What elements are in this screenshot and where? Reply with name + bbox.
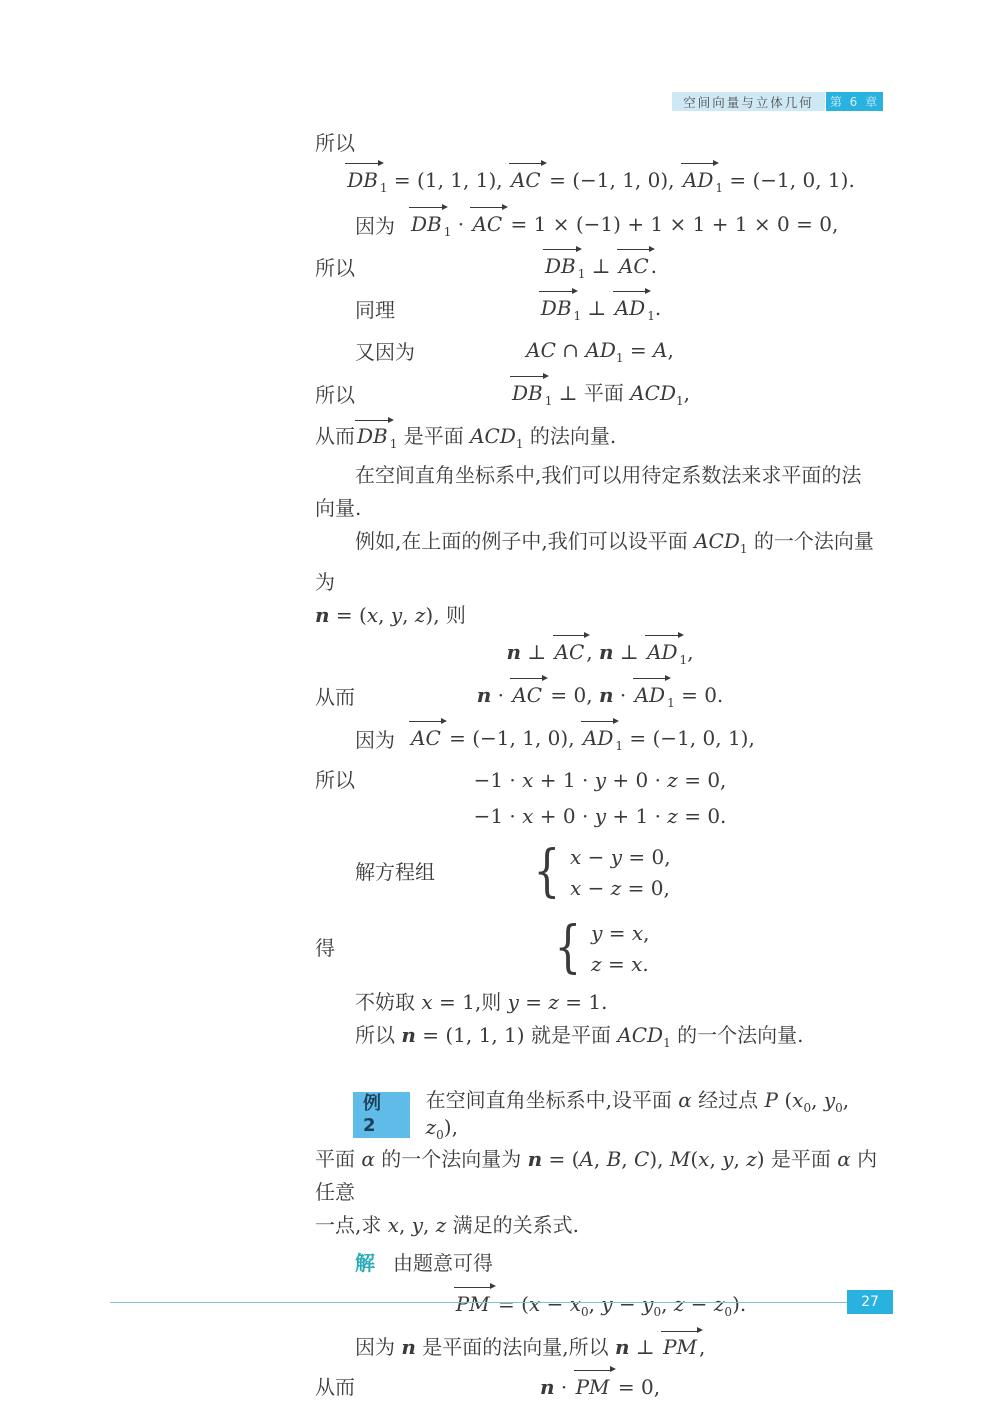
math-formula: DB $_1$ ⊥ AC . — [544, 254, 657, 282]
solution-badge: 解 — [355, 1250, 375, 1275]
vector-arrow: DB — [411, 212, 442, 237]
math-formula: −1 · x + 0 · y + 1 · z = 0. — [473, 804, 727, 828]
body-paragraph-line — [315, 1019, 885, 1060]
vector-arrow: AC — [411, 726, 441, 751]
example-text: 在空间直角坐标系中,设平面 α 经过点 P ($x_0$, $y_0$, $z_0$), — [425, 1088, 850, 1143]
connector-label: 同理 — [355, 298, 395, 322]
connector-label: 所以 — [315, 256, 355, 280]
display-formula-row — [315, 632, 885, 676]
connector-label: 因为 — [355, 214, 395, 238]
math-formula: AC = (−1, 1, 0), AD $_1$ = (−1, 0, 1), — [411, 726, 755, 754]
vector-arrow: AC — [472, 212, 503, 237]
body-paragraph-line — [315, 599, 885, 632]
paragraph-text: 所以 n = (1, 1, 1) 就是平面 $ACD_1$ 的一个法向量. — [355, 1023, 804, 1050]
vector-arrow: AD — [582, 726, 614, 751]
paragraph-text: 因为 n 是平面的法向量,所以 n ⊥ PM , — [355, 1334, 706, 1359]
vector-arrow: DB — [540, 296, 572, 321]
connector-label — [315, 126, 885, 159]
vector-arrow: PM — [455, 1291, 490, 1316]
vector-arrow: PM — [663, 1334, 697, 1359]
body-paragraph-line — [315, 1209, 885, 1242]
paragraph-text: 向量. — [315, 496, 362, 520]
body-paragraph-line — [315, 525, 885, 599]
display-formula-row — [315, 1366, 885, 1402]
equation-system — [550, 914, 650, 980]
vector-arrow: DB — [357, 424, 388, 449]
math-formula: DB $_1$ · AC = 1 × (−1) + 1 × 1 + 1 × 0 = 0, — [411, 212, 839, 240]
vector-arrow: AD — [614, 296, 646, 321]
header-chapter-number-badge — [826, 92, 883, 111]
vector-arrow: DB — [544, 254, 576, 279]
connector-label: 所以 — [315, 383, 355, 407]
example-heading — [315, 1088, 885, 1143]
system-equation: x − y = 0, — [570, 844, 671, 869]
connector-label: 又因为 — [355, 340, 415, 364]
math-formula: PM = ($x - x_0$, $y - y_0$, $z - z_0$). — [455, 1291, 747, 1319]
body-paragraph-line — [315, 1328, 885, 1366]
connector-label: 解方程组 — [355, 860, 435, 884]
inline-formula-row — [315, 205, 885, 247]
math-formula: DB $_1$ = (1, 1, 1), AC = (−1, 1, 0), AD $_1$ = (−1, 0, 1). — [347, 168, 855, 196]
body-paragraph-line — [315, 417, 885, 459]
page-number-badge — [847, 1290, 893, 1314]
math-formula: n ⊥ AC , n ⊥ AD $_1$, — [506, 640, 694, 668]
display-formula-row — [315, 289, 885, 331]
header-chapter-title — [672, 92, 825, 111]
display-formula-row — [315, 159, 885, 205]
display-formula-row — [315, 247, 885, 289]
vector-arrow: DB — [347, 168, 378, 193]
paragraph-text: 平面 α 的一个法向量为 n = (A, B, C), M(x, y, z) 是平面 α 内任意 — [315, 1146, 878, 1204]
vector-arrow: DB — [511, 381, 543, 406]
math-formula: n · PM = 0, — [539, 1374, 661, 1399]
display-formula-row — [315, 331, 885, 373]
equation-system-row — [315, 910, 885, 986]
paragraph-text: 一点,求 x, y, z 满足的关系式. — [315, 1212, 580, 1237]
paragraph-text: 不妨取 x = 1,则 y = z = 1. — [355, 990, 608, 1014]
label-text: 所以 — [315, 130, 355, 155]
display-formula-row — [315, 676, 885, 718]
connector-label: 从而 — [315, 1374, 355, 1399]
equation-system — [529, 838, 671, 904]
system-equation: x − z = 0, — [570, 875, 670, 900]
left-brace: { — [533, 838, 561, 904]
vector-arrow: AD — [682, 168, 714, 193]
vector-arrow: AC — [512, 683, 543, 708]
body-paragraph-line — [315, 986, 885, 1019]
example-badge: 例 2 — [353, 1092, 410, 1138]
footer-rule — [110, 1302, 847, 1303]
inline-formula-row — [315, 718, 885, 762]
connector-label: 所以 — [315, 768, 355, 792]
page-body — [315, 126, 885, 1402]
body-paragraph-line — [315, 1143, 885, 1209]
body-paragraph-line — [315, 492, 885, 525]
left-brace: { — [554, 914, 582, 980]
display-formula-row — [315, 1284, 885, 1328]
page-number-text: 27 — [861, 1294, 879, 1310]
display-formula-row — [315, 373, 885, 417]
math-formula: AC ∩ $AD_1 = A$, — [526, 338, 674, 366]
paragraph-text: 在空间直角坐标系中,我们可以用待定系数法来求平面的法 — [355, 463, 862, 487]
connector-label: 从而 — [315, 685, 355, 709]
connector-label: 得 — [315, 936, 335, 960]
chapter-number-text: 第 6 章 — [829, 95, 880, 109]
math-formula: DB $_1$ ⊥ AD $_1$. — [540, 296, 662, 324]
paragraph-text: n = (x, y, z), 则 — [315, 603, 466, 627]
display-formula-row — [315, 798, 885, 834]
math-formula: DB $_1$ ⊥ 平面 $ACD_1$, — [511, 381, 691, 409]
chapter-title-text: 空间向量与立体几何 — [683, 94, 814, 110]
vector-arrow: PM — [575, 1374, 610, 1399]
paragraph-text: 从而 DB $_1$ 是平面 $ACD_1$ 的法向量. — [315, 424, 617, 452]
display-formula-row — [315, 762, 885, 798]
paragraph-text: 例如,在上面的例子中,我们可以设平面 $ACD_1$ 的一个法向量为 — [315, 529, 874, 594]
vector-arrow: AD — [634, 683, 666, 708]
body-paragraph-line — [315, 459, 885, 492]
equation-system-row — [315, 834, 885, 910]
connector-label: 因为 — [355, 728, 395, 752]
solution-heading — [315, 1242, 885, 1284]
math-formula: n · AC = 0, n · AD $_1$ = 0. — [476, 683, 724, 711]
system-equation: y = x, — [591, 920, 650, 945]
math-formula: −1 · x + 1 · y + 0 · z = 0, — [473, 768, 727, 792]
vector-arrow: AC — [510, 168, 541, 193]
vector-arrow: AD — [647, 640, 678, 665]
vector-arrow: AC — [618, 254, 649, 279]
vector-arrow: AC — [554, 640, 585, 665]
solution-text: 由题意可得 — [393, 1250, 493, 1275]
system-equation: z = x. — [591, 951, 649, 976]
